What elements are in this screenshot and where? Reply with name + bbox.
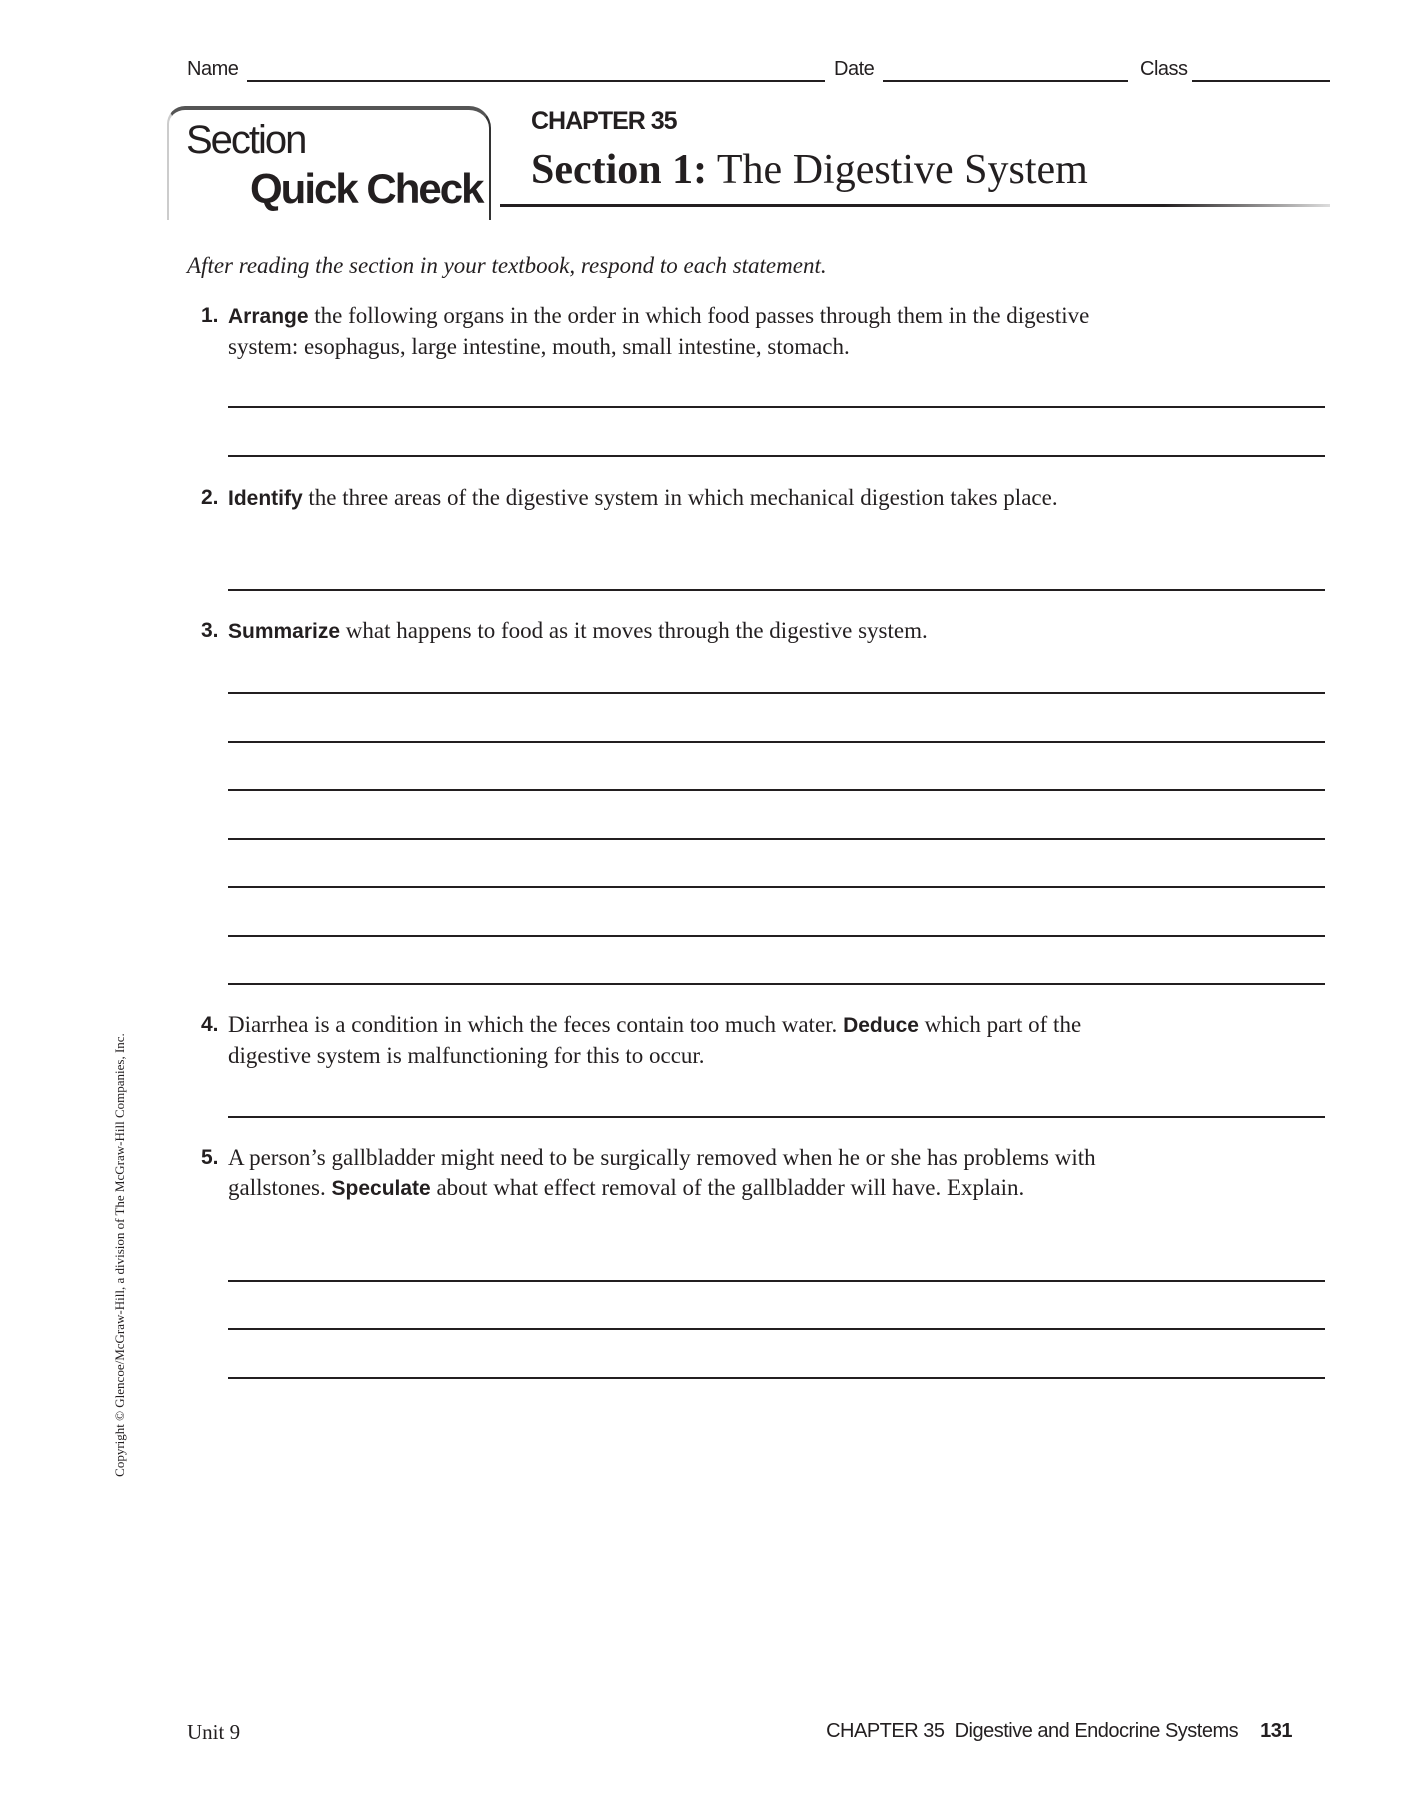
answer-line[interactable] [228, 741, 1325, 743]
class-label: Class [1140, 58, 1188, 80]
question-text [228, 301, 1101, 362]
question-number: 5. [201, 1146, 219, 1169]
section-title [531, 146, 1088, 194]
question-keyword: Deduce [843, 1014, 919, 1037]
question-lead: A person’s gallbladder might need to be surgically removed when he or she has problems with gallstones. [228, 1145, 1096, 1200]
footer-chapter-title: CHAPTER 35 Digestive and Endocrine Systems [826, 1720, 1239, 1742]
question-keyword: Arrange [228, 305, 309, 328]
name-field[interactable] [247, 80, 825, 82]
tab-section-text: Section [186, 118, 306, 162]
question-keyword: Speculate [331, 1177, 431, 1200]
question-body: the following organs in the order in which food passes through them in the digestive system: esophagus, large intestine, mouth, small intestine, stomach. [228, 303, 1090, 359]
date-field[interactable] [883, 80, 1128, 82]
question-3 [201, 616, 1101, 647]
answer-line[interactable] [228, 455, 1325, 457]
question-text [228, 1010, 1101, 1071]
question-4 [201, 1010, 1101, 1071]
copyright-notice: Copyright © Glencoe/McGraw-Hill, a division of The McGraw-Hill Companies, Inc. [112, 1033, 127, 1477]
question-keyword: Identify [228, 487, 303, 510]
question-2 [201, 483, 1101, 514]
question-text [228, 483, 1101, 514]
class-field[interactable] [1192, 80, 1330, 82]
question-body: which part of the digestive system is malfunctioning for this to occur. [228, 1012, 1082, 1068]
section-number: Section 1: [531, 147, 708, 193]
question-body: what happens to food as it moves through the digestive system. [340, 618, 928, 643]
tab-quick-check-text: Quick Check [250, 165, 483, 212]
question-text [228, 616, 1101, 647]
answer-line[interactable] [228, 1328, 1325, 1330]
question-number: 3. [201, 619, 219, 642]
chapter-label: CHAPTER 35 [531, 107, 677, 135]
answer-line[interactable] [228, 406, 1325, 408]
footer-chapter [826, 1720, 1292, 1743]
answer-line[interactable] [228, 838, 1325, 840]
section-name: The Digestive System [707, 147, 1088, 193]
question-number: 2. [201, 486, 219, 509]
question-5 [201, 1143, 1101, 1204]
question-number: 1. [201, 304, 219, 327]
answer-line[interactable] [228, 1280, 1325, 1282]
page-number: 131 [1260, 1720, 1292, 1742]
question-keyword: Summarize [228, 620, 341, 643]
question-body: about what effect removal of the gallbladder will have. Explain. [430, 1175, 1025, 1200]
answer-line[interactable] [228, 692, 1325, 694]
answer-line[interactable] [228, 886, 1325, 888]
answer-line[interactable] [228, 935, 1325, 937]
question-number: 4. [201, 1013, 219, 1036]
question-1 [201, 301, 1101, 362]
question-lead: Diarrhea is a condition in which the feces contain too much water. [228, 1012, 844, 1037]
name-label: Name [187, 58, 239, 80]
question-text [228, 1143, 1101, 1204]
question-body: the three areas of the digestive system in which mechanical digestion takes place. [302, 485, 1058, 510]
header-rule [500, 204, 1330, 207]
answer-line[interactable] [228, 589, 1325, 591]
footer-unit: Unit 9 [187, 1720, 241, 1744]
answer-line[interactable] [228, 789, 1325, 791]
instructions: After reading the section in your textbook, respond to each statement. [187, 253, 827, 278]
date-label: Date [834, 58, 875, 80]
answer-line[interactable] [228, 983, 1325, 985]
answer-line[interactable] [228, 1377, 1325, 1379]
answer-line[interactable] [228, 1116, 1325, 1118]
